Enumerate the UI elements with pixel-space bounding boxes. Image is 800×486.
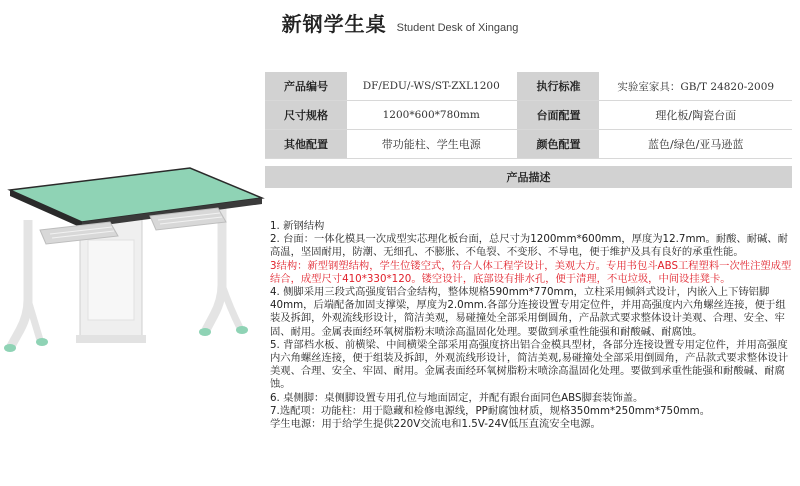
description-item: 4. 侧脚采用三段式高强度铝合金结构，整体规格590mm*770mm，立柱采用倾斜式设计，内嵌入上下铸铝脚40mm，后端配备加固支撑梁，厚度为2.0mm.各部分连接设置专用定位件，并用高强度内六角螺丝连接，便于组装及拆卸，外观流线形设计，简洁美观，易碰撞处全部采用倒圆角，产品款式要求整体设计美观、合理、安全、牢固、耐用。金属表面经环氧树脂粉末喷涂高温固化处理。要做到承重性能强和耐酸碱、耐腐蚀。 (270, 286, 786, 338)
description-item: 学生电源：用于给学生提供220V交流电和1.5V-24V低压直流安全电源。 (270, 418, 601, 431)
description-item: 1. 新钢结构 (270, 220, 325, 232)
spec-row (265, 72, 792, 101)
page-title: 新钢学生桌 (281, 12, 387, 36)
student-desk-image (0, 150, 265, 370)
spec-label: 其他配置 (265, 130, 347, 159)
spec-table (265, 72, 792, 159)
spec-label: 执行标准 (517, 72, 599, 101)
spec-label: 尺寸规格 (265, 101, 347, 130)
spec-value: 带功能柱、学生电源 (347, 130, 515, 159)
page-subtitle: Student Desk of Xingang (396, 22, 519, 34)
page-header (0, 0, 800, 40)
spec-value: 1200*600*780mm (347, 101, 515, 130)
spec-label: 台面配置 (517, 101, 599, 130)
spec-value: DF/EDU/-WS/ST-ZXL1200 (347, 72, 515, 101)
spec-row (265, 101, 792, 130)
product-description (270, 220, 792, 431)
description-item: 5. 背部档水板、前横梁、中间横梁全部采用高强度挤出铝合金模具型材，各部分连接设置专用定位件，并用高强度内六角螺丝连接，便于组装及拆卸，外观流线形设计，简洁美观,易碰撞处全部采用倒圆角，产品款式要求整体设计美观、合理、安全、牢固、耐用。金属表面经环氧树脂粉末喷涂高温固化处理。要做到承重性能强和耐酸碱、耐腐蚀。 (270, 338, 789, 391)
description-item-highlight: 3结构：新型钢塑结构，学生位镂空式，符合人体工程学设计，美观大方。专用书包斗ABS工程塑料一次性注塑成型结合，成型尺寸410*330*120。镂空设计，底部设有排水孔，便于清理，不屯垃圾，中间设挂凳卡。 (270, 259, 792, 285)
description-item: 6. 桌侧脚：桌侧脚设置专用孔位与地面固定，并配有跟台面同色ABS脚套装饰盖。 (270, 391, 644, 404)
spec-row (265, 130, 792, 159)
spec-label: 产品编号 (265, 72, 347, 101)
spec-value: 理化板/陶瓷台面 (599, 101, 792, 130)
description-item: 7.选配项：功能柱：用于隐藏和检修电源线，PP耐腐蚀材质，规格350mm*250mm*750mm。 (270, 404, 710, 417)
description-heading: 产品描述 (265, 166, 792, 188)
spec-label: 颜色配置 (517, 130, 599, 159)
description-item: 2. 台面：一体化模具一次成型实芯理化板台面，总尺寸为1200mm*600mm，厚度为12.7mm。耐酸、耐碱、耐高温，坚固耐用，防潮、无细孔、不膨胀、不龟裂、不变形、不导电，便于维护及具有良好的承重性能。 (270, 233, 788, 259)
spec-value: 蓝色/绿色/亚马逊蓝 (599, 130, 792, 159)
spec-value: 实验室家具：GB/T 24820-2009 (599, 72, 792, 101)
